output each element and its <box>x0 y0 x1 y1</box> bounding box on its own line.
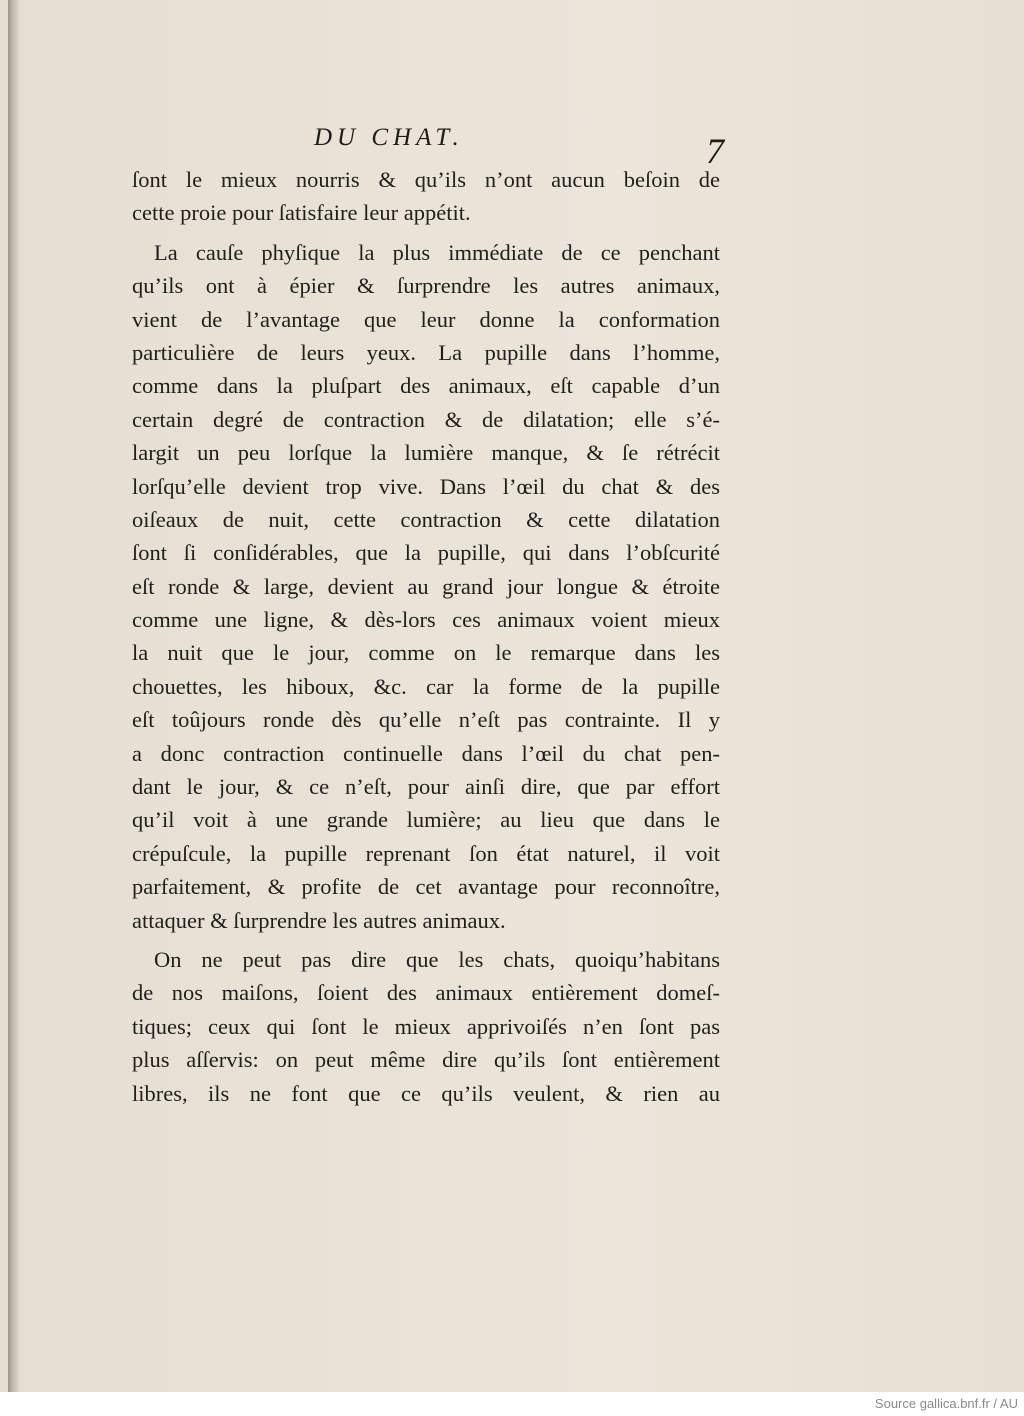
text-line: particulière de leurs yeux. La pupille dans l’homme, <box>132 339 720 365</box>
text-line: la nuit que le jour, comme on le remarque dans les <box>132 640 720 666</box>
text-line: a donc contraction continuelle dans l’œil du chat pen- <box>132 740 720 766</box>
text-line: qu’ils ont à épier & ſurprendre les autres animaux, <box>132 273 720 299</box>
text-line: oiſeaux de nuit, cette contraction & cette dilatation <box>132 506 720 532</box>
text-line: ſont ſi conſidérables, que la pupille, qui dans l’obſcurité <box>132 540 720 566</box>
text-line: eſt ronde & large, devient au grand jour longue & étroite <box>132 573 720 599</box>
page-binding-edge <box>8 0 18 1392</box>
text-line: chouettes, les hiboux, &c. car la forme de la pupille <box>132 673 720 699</box>
text-line: vient de l’avantage que leur donne la conformation <box>132 306 720 332</box>
text-line: eſt toûjours ronde dès qu’elle n’eſt pas contrainte. Il y <box>132 707 720 733</box>
text-line: tiques; ceux qui ſont le mieux apprivoiſés n’en ſont pas <box>132 1013 720 1039</box>
text-line: dant le jour, & ce n’eſt, pour ainſi dire, que par effort <box>132 774 720 800</box>
text-line: parfaitement, & profite de cet avantage pour reconnoître, <box>132 874 720 900</box>
text-line: cette proie pour ſatisfaire leur appétit. <box>132 200 471 226</box>
text-line: crépuſcule, la pupille reprenant ſon état naturel, il voit <box>132 840 720 866</box>
text-line: libres, ils ne font que ce qu’ils veulent, & rien au <box>132 1080 720 1106</box>
viewer-footer <box>0 1392 1024 1416</box>
text-line: lorſqu’elle devient trop vive. Dans l’œil du chat & des <box>132 473 720 499</box>
text-line: On ne peut pas dire que les chats, quoiqu’habitans <box>154 946 720 972</box>
text-line: comme une ligne, & dès-lors ces animaux voient mieux <box>132 607 720 633</box>
page-header <box>280 124 730 171</box>
text-line: certain degré de contraction & de dilatation; elle s’é- <box>132 406 720 432</box>
text-line: attaquer & ſurprendre les autres animaux. <box>132 907 506 933</box>
text-line: ſont le mieux nourris & qu’ils n’ont aucun beſoin de <box>132 167 720 192</box>
text-line: comme dans la pluſpart des animaux, eſt capable d’un <box>132 373 720 399</box>
text-line: plus aſſervis: on peut même dire qu’ils ſont entièrement <box>132 1047 720 1073</box>
body-text <box>132 163 720 1110</box>
page-number: 7 <box>706 131 724 171</box>
text-line: de nos maiſons, ſoient des animaux entièrement domeſ- <box>132 980 720 1006</box>
running-title: DU CHAT. <box>314 124 464 151</box>
text-line: qu’il voit à une grande lumière; au lieu que dans le <box>132 807 720 833</box>
text-line: La cauſe phyſique la plus immédiate de ce penchant <box>154 239 720 265</box>
source-attribution: Source gallica.bnf.fr / AU <box>874 1396 1018 1411</box>
text-line: largit un peu lorſque la lumière manque, & ſe rétrécit <box>132 440 720 466</box>
